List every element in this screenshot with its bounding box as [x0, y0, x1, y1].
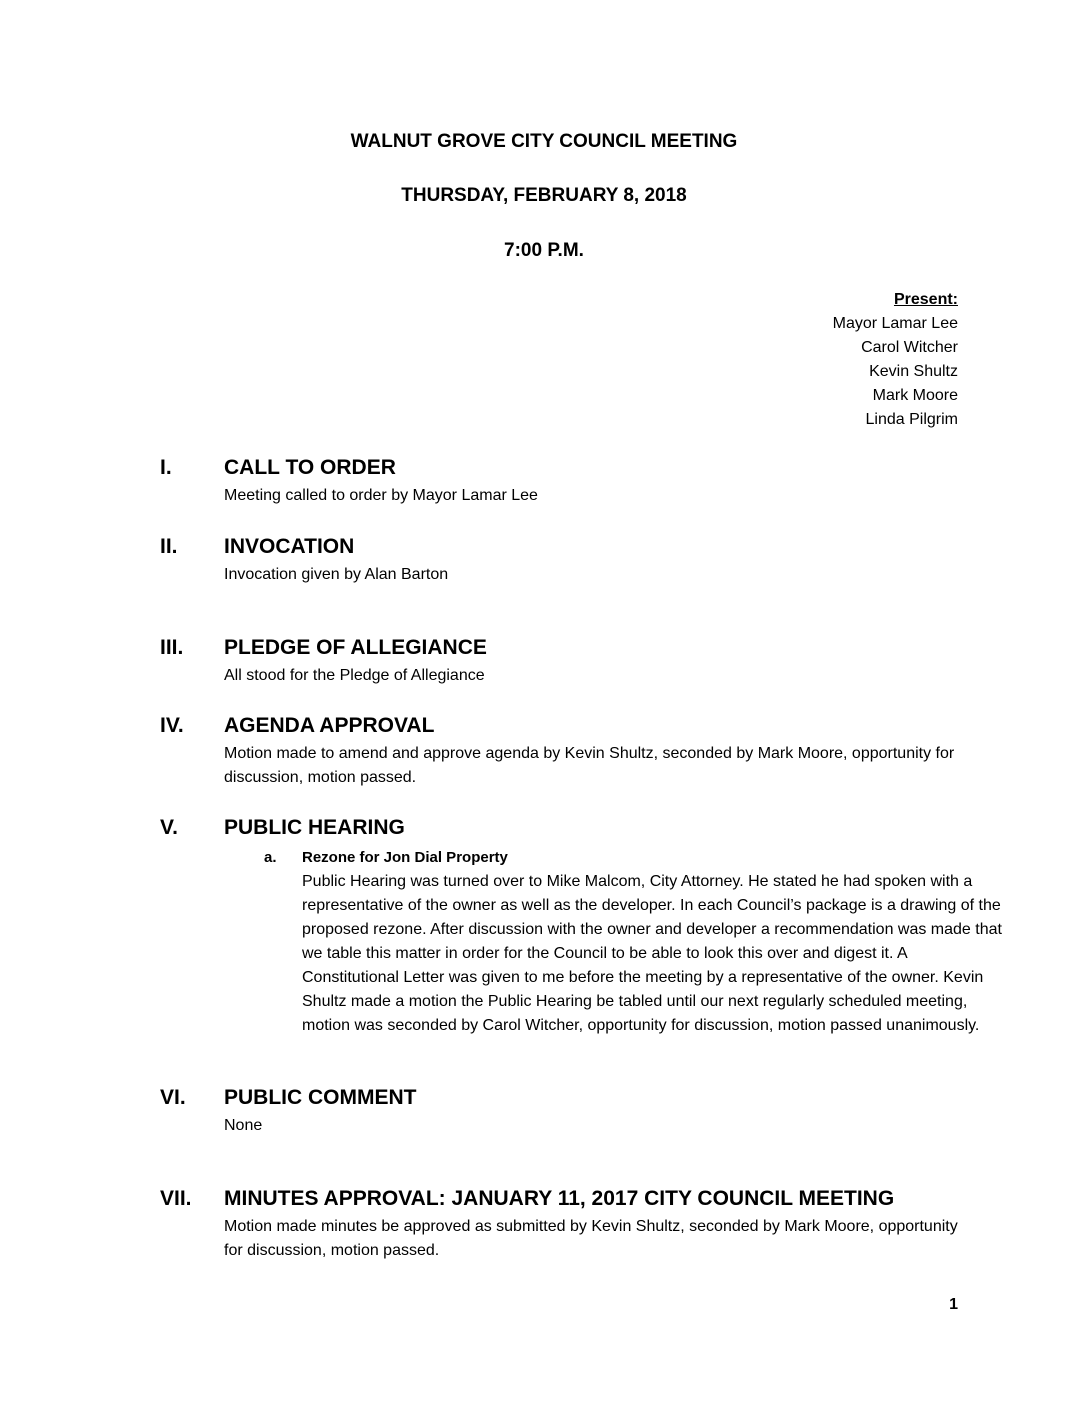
section-number: I. — [160, 456, 172, 479]
section-body: Invocation given by Alan Barton — [224, 566, 449, 583]
subsection-title: Rezone for Jon Dial Property — [302, 849, 508, 866]
present-member: Mark Moore — [872, 387, 958, 404]
section-number: VII. — [160, 1187, 192, 1210]
section-number: IV. — [160, 714, 184, 737]
section-number: V. — [160, 816, 178, 839]
section-body: None — [224, 1117, 263, 1134]
subsection-label: a. — [264, 849, 277, 866]
present-heading: Present: — [893, 291, 958, 308]
section-title: INVOCATION — [224, 535, 355, 558]
subsection-body: Public Hearing was turned over to Mike Malcom, City Attorney. He stated he had spoken with a representative of the owner as well as the developer. In each Council’s package is a drawing of the proposed rezone. After discussion with the owner and developer a recommendation was made that we table this matter in order for the Council to be able to look this over and digest it. A Constitutional Letter was given to me before the meeting by a representative of the owner. Kevin Shultz made a motion the Public Hearing be tabled until our next regularly scheduled meeting, motion was seconded by Carol Witcher, opportunity for discussion, motion passed unanimously. — [302, 873, 1002, 1034]
section-number: II. — [160, 535, 178, 558]
present-list — [833, 288, 958, 432]
section-number: VI. — [160, 1086, 186, 1109]
present-member: Mayor Lamar Lee — [832, 315, 958, 332]
section-title: PLEDGE OF ALLEGIANCE — [224, 636, 487, 659]
meeting-time: 7:00 P.M. — [504, 240, 584, 261]
section-body: Meeting called to order by Mayor Lamar Lee — [224, 487, 538, 504]
page-number: 1 — [949, 1296, 958, 1313]
meeting-title: WALNUT GROVE CITY COUNCIL MEETING — [350, 131, 738, 152]
section-title: CALL TO ORDER — [224, 456, 396, 479]
present-member: Linda Pilgrim — [865, 411, 958, 428]
section-title: PUBLIC COMMENT — [224, 1086, 417, 1109]
present-member: Carol Witcher — [861, 339, 958, 356]
section-body: Motion made minutes be approved as submitted by Kevin Shultz, seconded by Mark Moore, opportunity for discussion, motion passed. — [224, 1218, 958, 1259]
section-number: III. — [160, 636, 184, 659]
section-title: PUBLIC HEARING — [224, 816, 405, 839]
section-title: AGENDA APPROVAL — [224, 714, 435, 737]
section-body: Motion made to amend and approve agenda by Kevin Shultz, seconded by Mark Moore, opportunity for discussion, motion passed. — [224, 745, 955, 786]
section-title: MINUTES APPROVAL: JANUARY 11, 2017 CITY COUNCIL MEETING — [224, 1187, 895, 1210]
present-member: Kevin Shultz — [869, 363, 958, 380]
section-body: All stood for the Pledge of Allegiance — [224, 667, 485, 684]
meeting-date: THURSDAY, FEBRUARY 8, 2018 — [401, 185, 687, 206]
